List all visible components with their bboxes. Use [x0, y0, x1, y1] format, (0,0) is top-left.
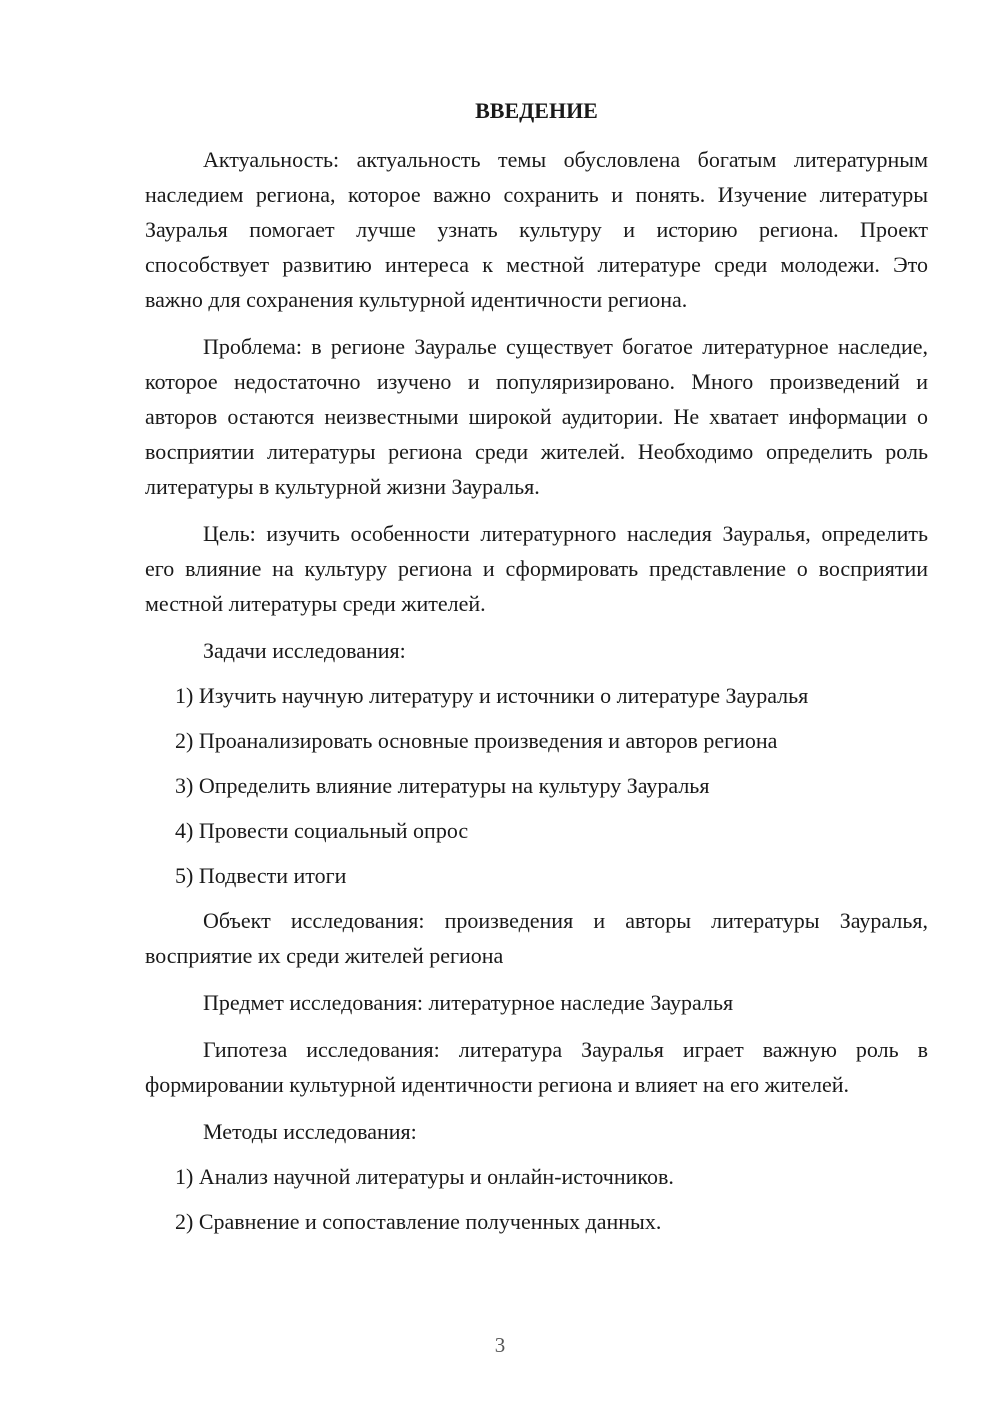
list-item: 1) Изучить научную литературу и источники о литературе Зауралья — [175, 683, 809, 708]
tasks-title: Задачи исследования: — [203, 638, 406, 663]
object-paragraph: Объект исследования: произведения и авторы литературы Зауралья, восприятие их среди жителей региона — [145, 908, 928, 968]
relevance-paragraph: Актуальность: актуальность темы обусловлена богатым литературным наследием региона, которое важно сохранить и понять. Изучение литературы Зауралья помогает лучше узнать культуру и историю региона. Проект способствует развитию интереса к местной литературе среди молодежи. Это важно для сохранения культурной идентичности региона. — [145, 147, 928, 312]
list-item: 3) Определить влияние литературы на культуру Зауралья — [175, 773, 710, 798]
list-item: 4) Провести социальный опрос — [175, 818, 469, 843]
list-item: 1) Анализ научной литературы и онлайн-источников. — [175, 1164, 674, 1189]
tasks-list — [145, 678, 928, 893]
hypothesis-paragraph: Гипотеза исследования: литература Зауралья играет важную роль в формировании культурной идентичности региона и влияет на его жителей. — [145, 1037, 928, 1097]
list-item: 5) Подвести итоги — [175, 863, 347, 888]
problem-paragraph: Проблема: в регионе Зауралье существует богатое литературное наследие, которое недостаточно изучено и популяризировано. Много произведений и авторов остаются неизвестными широкой аудитории. Не хватает информации о восприятии литературы региона среди жителей. Необходимо определить роль литературы в культурной жизни Зауралья. — [145, 334, 928, 499]
subject-paragraph: Предмет исследования: литературное наследие Зауралья — [203, 990, 734, 1015]
section-heading: ВВЕДЕНИЕ — [475, 98, 598, 123]
document-page — [145, 96, 928, 1249]
list-item: 2) Сравнение и сопоставление полученных данных. — [175, 1209, 662, 1234]
methods-list — [145, 1159, 928, 1239]
page-number: 3 — [494, 1333, 506, 1357]
methods-title: Методы исследования: — [203, 1119, 417, 1144]
goal-paragraph: Цель: изучить особенности литературного наследия Зауралья, определить его влияние на культуру региона и сформировать представление о восприятии местной литературы среди жителей. — [145, 521, 928, 616]
list-item: 2) Проанализировать основные произведения и авторов региона — [175, 728, 778, 753]
